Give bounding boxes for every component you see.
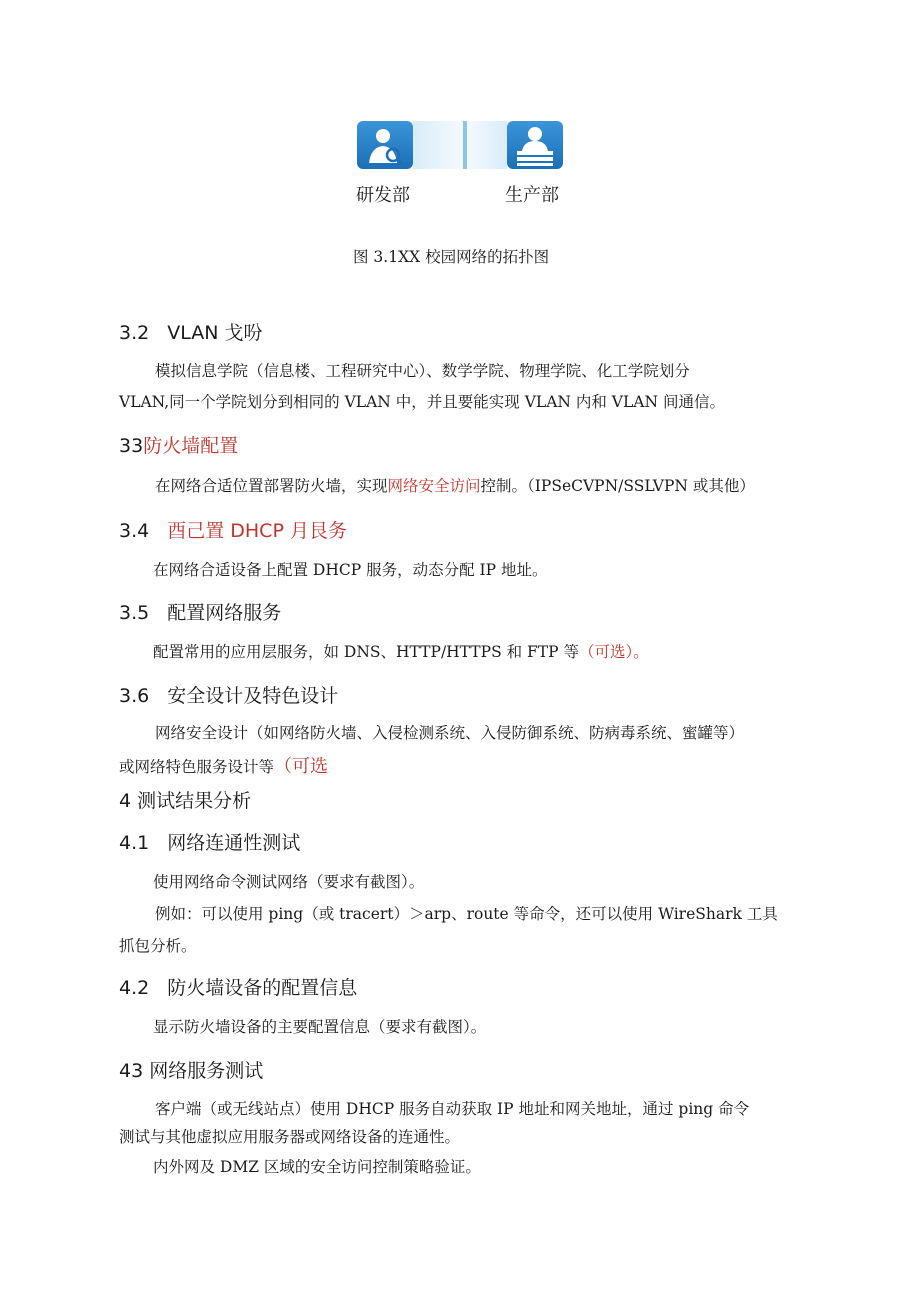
- paragraph: 客户端（或无线站点）使用 DHCP 服务自动获取 IP 地址和网关地址，通过 ping 命令: [155, 1100, 750, 1118]
- paragraph: 测试与其他虚拟应用服务器或网络设备的连通性。: [119, 1128, 461, 1146]
- paragraph: 显示防火墙设备的主要配置信息（要求有截图）。: [153, 1018, 487, 1036]
- heading-number: 3.4: [119, 520, 150, 542]
- dept-label-rd: 研发部: [356, 185, 410, 206]
- connector-bar-right: [467, 121, 507, 169]
- heading-text: VLAN 戈吩: [167, 322, 263, 344]
- highlight-text: （可选）。: [579, 643, 649, 661]
- heading-number: 3.2: [119, 322, 150, 344]
- heading-number: 3.5: [119, 602, 150, 624]
- heading-text: 安全设计及特色设计: [167, 685, 339, 707]
- manager-icon: [507, 121, 563, 169]
- heading-text: 配置网络服务: [167, 602, 282, 624]
- paragraph: 网络安全设计（如网络防火墙、入侵检测系统、入侵防御系统、防病毒系统、蜜罐等）: [155, 724, 745, 742]
- paragraph: 在网络合适设备上配置 DHCP 服务，动态分配 IP 地址。: [153, 561, 548, 579]
- connector-bar-left: [413, 121, 463, 169]
- heading-text: 防火墙配置: [143, 435, 239, 457]
- paragraph: 使用网络命令测试网络（要求有截图）。: [153, 873, 425, 891]
- heading-text: 酉己置 DHCP 月艮务: [167, 520, 347, 542]
- engineer-icon: [357, 121, 413, 169]
- section-heading-4-1: [119, 828, 300, 855]
- paragraph: 模拟信息学院（信息楼、工程研究中心）、数学学院、物理学院、化工学院划分: [155, 362, 690, 380]
- paragraph: 例如：可以使用 ping（或 tracert）＞arp、route 等命令，还可以使用 WireShark 工具: [155, 905, 778, 923]
- chapter-heading-4: 4 测试结果分析: [119, 790, 252, 812]
- paragraph: 抓包分析。: [119, 937, 197, 955]
- highlight-text: 网络安全访问: [387, 477, 481, 495]
- heading-text: 网络连通性测试: [167, 832, 301, 854]
- highlight-text: （可选: [274, 756, 329, 777]
- section-heading-3-5: [119, 598, 281, 625]
- heading-text: 防火墙设备的配置信息: [167, 977, 358, 999]
- heading-number: 4.1: [119, 832, 150, 854]
- paragraph: 或网络特色服务设计等（可选: [119, 756, 329, 777]
- section-heading-4-3: 43 网络服务测试: [119, 1060, 264, 1082]
- section-heading-3-3: [119, 431, 238, 458]
- heading-number: 4.2: [119, 977, 150, 999]
- section-heading-3-6: [119, 681, 338, 708]
- dept-label-production: 生产部: [505, 185, 559, 206]
- paragraph: 在网络合适位置部署防火墙，实现网络安全访问控制。（IPSeCVPN/SSLVPN 或其他）: [155, 477, 755, 495]
- section-heading-3-2: [119, 318, 263, 345]
- paragraph: 内外网及 DMZ 区域的安全访问控制策略验证。: [153, 1158, 481, 1176]
- section-heading-3-4: [119, 516, 347, 543]
- paragraph: 配置常用的应用层服务，如 DNS、HTTP/HTTPS 和 FTP 等（可选）。: [153, 643, 649, 661]
- heading-number: 3.6: [119, 685, 150, 707]
- figure-caption: 图 3.1XX 校园网络的拓扑图: [353, 248, 550, 266]
- section-heading-4-2: [119, 973, 357, 1000]
- paragraph: VLAN,同一个学院划分到相同的 VLAN 中，并且要能实现 VLAN 内和 VLAN 间通信。: [119, 393, 725, 411]
- heading-number: 33: [119, 435, 144, 457]
